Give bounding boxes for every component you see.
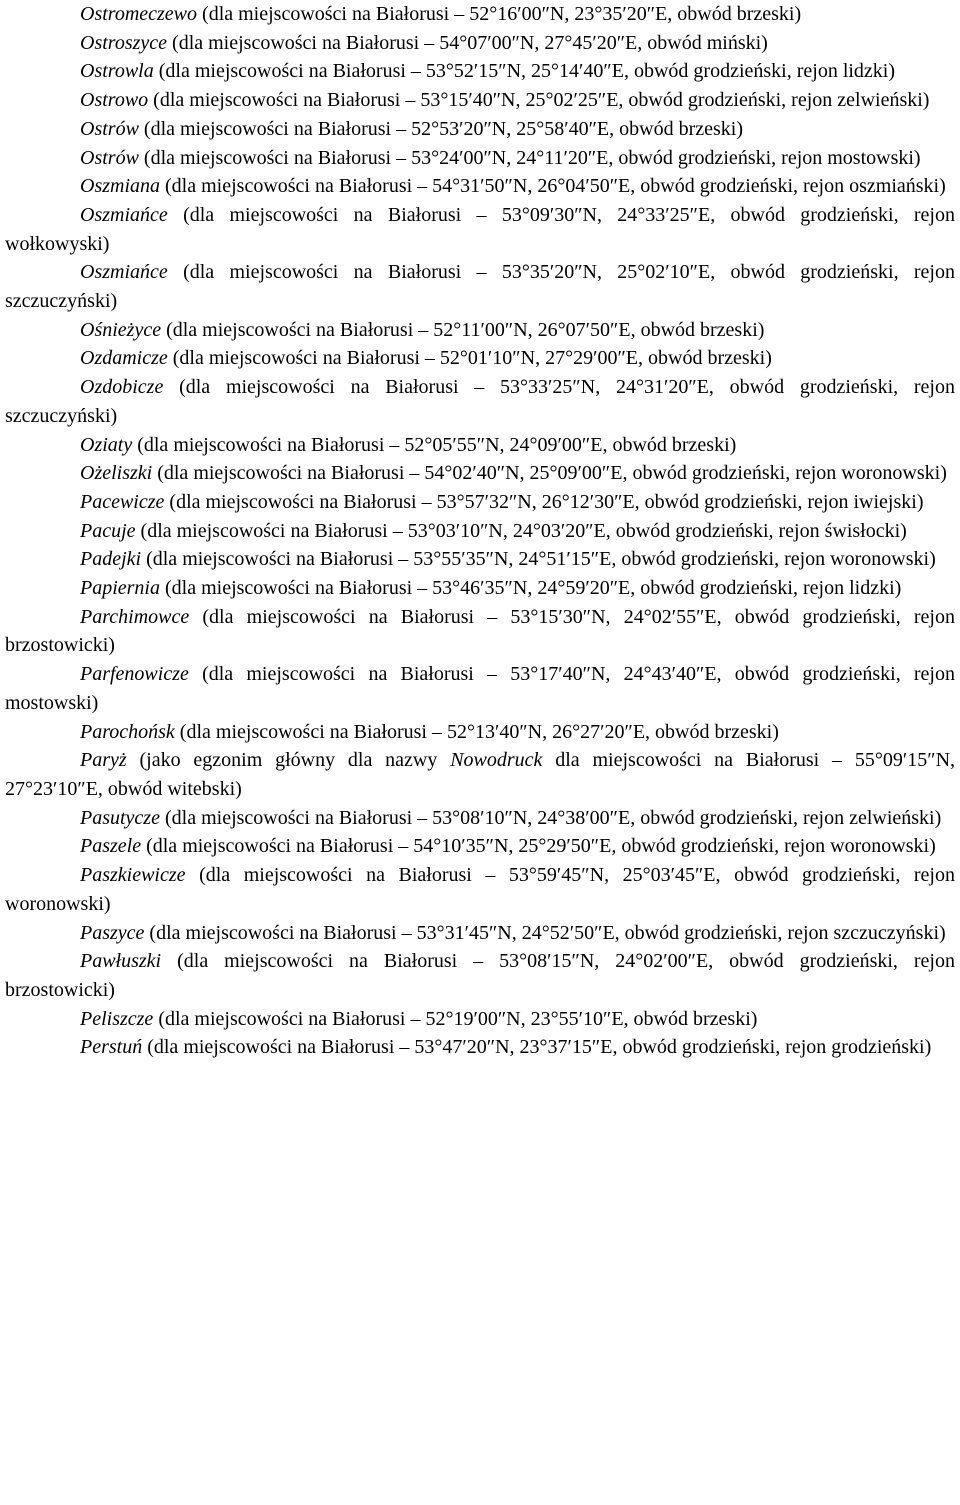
entry-name: Ostrów — [80, 117, 139, 140]
gazetteer-entry — [5, 258, 955, 315]
entry-name: Ostrowo — [80, 89, 149, 112]
entry-description: (dla miejscowości na Białorusi – 52°19′00″N, 23°55′10″E, obwód brzeski) — [153, 1007, 758, 1030]
entry-description: (dla miejscowości na Białorusi – 52°01′10″N, 27°29′00″E, obwód brzeski) — [167, 347, 772, 370]
entry-description: (dla miejscowości na Białorusi – 53°15′30″N, 24°02′55″E, obwód grodzieński, rejon brzostowicki) — [5, 605, 955, 657]
gazetteer-entry — [5, 919, 955, 948]
entry-name: Ostroszyce — [80, 31, 168, 54]
entry-name: Oszmiańce — [80, 203, 168, 226]
gazetteer-entry — [5, 0, 955, 29]
entry-description: (dla miejscowości na Białorusi – 54°02′40″N, 25°09′00″E, obwód grodzieński, rejon woronowski) — [152, 462, 947, 485]
gazetteer-entry — [5, 660, 955, 717]
entry-name: Ożeliszki — [80, 462, 153, 485]
gazetteer-entry — [5, 603, 955, 660]
document-body — [5, 0, 955, 1062]
gazetteer-entry — [5, 545, 955, 574]
entry-description: (dla miejscowości na Białorusi – 52°53′20″N, 25°58′40″E, obwód brzeski) — [138, 117, 743, 140]
entry-name: Pasutycze — [80, 806, 160, 829]
entry-name: Ośnieżyce — [80, 318, 162, 341]
entry-name: Ozdamicze — [80, 347, 168, 370]
gazetteer-entry — [5, 57, 955, 86]
entry-name: Pawłuszki — [80, 950, 162, 973]
entry-description: (dla miejscowości na Białorusi – 53°31′45″N, 24°52′50″E, obwód grodzieński, rejon szczuczyński) — [144, 921, 946, 944]
entry-description: (dla miejscowości na Białorusi – 53°46′35″N, 24°59′20″E, obwód grodzieński, rejon lidzki) — [160, 577, 902, 600]
entry-name: Ozdobicze — [80, 376, 164, 399]
entry-description: (dla miejscowości na Białorusi – 53°08′15″N, 24°02′00″E, obwód grodzieński, rejon brzostowicki) — [5, 950, 955, 1001]
entry-name: Oziaty — [80, 433, 133, 456]
entry-name: Parfenowicze — [80, 663, 189, 686]
entry-description: (dla miejscowości na Białorusi – 53°57′32″N, 26°12′30″E, obwód grodzieński, rejon iwiejski) — [164, 490, 924, 513]
entry-name: Ostrów — [80, 146, 139, 169]
entry-name: Pacewicze — [80, 490, 165, 513]
entry-description: (jako egzonim główny dla nazwy — [126, 749, 451, 772]
gazetteer-entry — [5, 832, 955, 861]
entry-name: Peliszcze — [80, 1007, 154, 1030]
gazetteer-entry — [5, 804, 955, 833]
entry-description: (dla miejscowości na Białorusi – 54°10′35″N, 25°29′50″E, obwód grodzieński, rejon woronowski) — [141, 835, 936, 858]
entry-description: (dla miejscowości na Białorusi – 53°52′15″N, 25°14′40″E, obwód grodzieński, rejon lidzki) — [153, 60, 896, 83]
gazetteer-entry — [5, 517, 955, 546]
entry-name: Paszele — [80, 835, 142, 858]
entry-name: Paryż — [80, 749, 127, 772]
entry-description: (dla miejscowości na Białorusi – 52°16′00″N, 23°35′20″E, obwód brzeski) — [197, 3, 802, 25]
entry-description: (dla miejscowości na Białorusi – 53°08′10″N, 24°38′00″E, obwód grodzieński, rejon zelwieński) — [159, 806, 942, 829]
gazetteer-entry — [5, 201, 955, 258]
gazetteer-entry — [5, 718, 955, 747]
entry-description: (dla miejscowości na Białorusi – 53°15′40″N, 25°02′25″E, obwód grodzieński, rejon zelwieński) — [148, 89, 930, 112]
entry-description: (dla miejscowości na Białorusi – 53°17′40″N, 24°43′40″E, obwód grodzieński, rejon mostowski) — [5, 663, 955, 714]
entry-description: (dla miejscowości na Białorusi – 53°24′00″N, 24°11′20″E, obwód grodzieński, rejon mostowski) — [138, 146, 921, 169]
entry-description: (dla miejscowości na Białorusi – 52°13′40″N, 26°27′20″E, obwód brzeski) — [174, 720, 779, 743]
entry-name: Papiernia — [80, 577, 160, 600]
entry-description: (dla miejscowości na Białorusi – 53°33′25″N, 24°31′20″E, obwód grodzieński, rejon szczuczyński) — [5, 376, 955, 427]
gazetteer-entry — [5, 172, 955, 201]
entry-secondary-name: Nowodruck — [450, 749, 543, 772]
entry-name: Oszmiana — [80, 175, 161, 198]
entry-name: Ostromeczewo — [80, 3, 198, 25]
gazetteer-entry — [5, 746, 955, 803]
gazetteer-entry — [5, 144, 955, 173]
entry-name: Padejki — [80, 548, 142, 571]
entry-description-continued: dla miejscowości na Białorusi – 55°09′15″N, 27°23′10″E, obwód witebski) — [5, 749, 956, 800]
gazetteer-entry — [5, 1005, 955, 1034]
gazetteer-entry — [5, 86, 955, 115]
entry-name: Paszyce — [80, 921, 145, 944]
entry-description: (dla miejscowości na Białorusi – 53°59′45″N, 25°03′45″E, obwód grodzieński, rejon woronowski) — [5, 864, 955, 915]
entry-name: Paszkiewicze — [80, 864, 186, 887]
gazetteer-entry — [5, 344, 955, 373]
entry-name: Parochońsk — [80, 720, 175, 743]
entry-description: (dla miejscowości na Białorusi – 53°55′35″N, 24°51′15″E, obwód grodzieński, rejon woronowski) — [141, 548, 936, 571]
entry-description: (dla miejscowości na Białorusi – 54°07′00″N, 27°45′20″E, obwód miński) — [167, 31, 768, 54]
gazetteer-entry — [5, 1033, 955, 1062]
gazetteer-entry — [5, 316, 955, 345]
entry-name: Ostrowla — [80, 60, 154, 83]
gazetteer-entry — [5, 431, 955, 460]
gazetteer-entry — [5, 861, 955, 918]
gazetteer-entry — [5, 488, 955, 517]
entry-name: Parchimowce — [80, 605, 190, 628]
gazetteer-entry — [5, 373, 955, 430]
gazetteer-entry — [5, 29, 955, 58]
gazetteer-entry — [5, 574, 955, 603]
entry-description: (dla miejscowości na Białorusi – 53°09′30″N, 24°33′25″E, obwód grodzieński, rejon wołkowyski) — [5, 203, 955, 255]
entry-name: Pacuje — [80, 519, 136, 542]
gazetteer-entry — [5, 947, 955, 1004]
entry-description: (dla miejscowości na Białorusi – 52°05′55″N, 24°09′00″E, obwód brzeski) — [132, 433, 737, 456]
gazetteer-entry — [5, 115, 955, 144]
gazetteer-entry — [5, 459, 955, 488]
entry-name: Oszmiańce — [80, 261, 168, 284]
entry-description: (dla miejscowości na Białorusi – 52°11′00″N, 26°07′50″E, obwód brzeski) — [161, 318, 765, 341]
entry-description: (dla miejscowości na Białorusi – 53°47′20″N, 23°37′15″E, obwód grodzieński, rejon grodzieński) — [142, 1036, 932, 1059]
entry-description: (dla miejscowości na Białorusi – 54°31′50″N, 26°04′50″E, obwód grodzieński, rejon oszmiański) — [160, 175, 946, 198]
entry-name: Perstuń — [80, 1036, 143, 1059]
entry-description: (dla miejscowości na Białorusi – 53°03′10″N, 24°03′20″E, obwód grodzieński, rejon świsłocki) — [135, 519, 907, 542]
entry-description: (dla miejscowości na Białorusi – 53°35′20″N, 25°02′10″E, obwód grodzieński, rejon szczuczyński) — [5, 261, 955, 313]
